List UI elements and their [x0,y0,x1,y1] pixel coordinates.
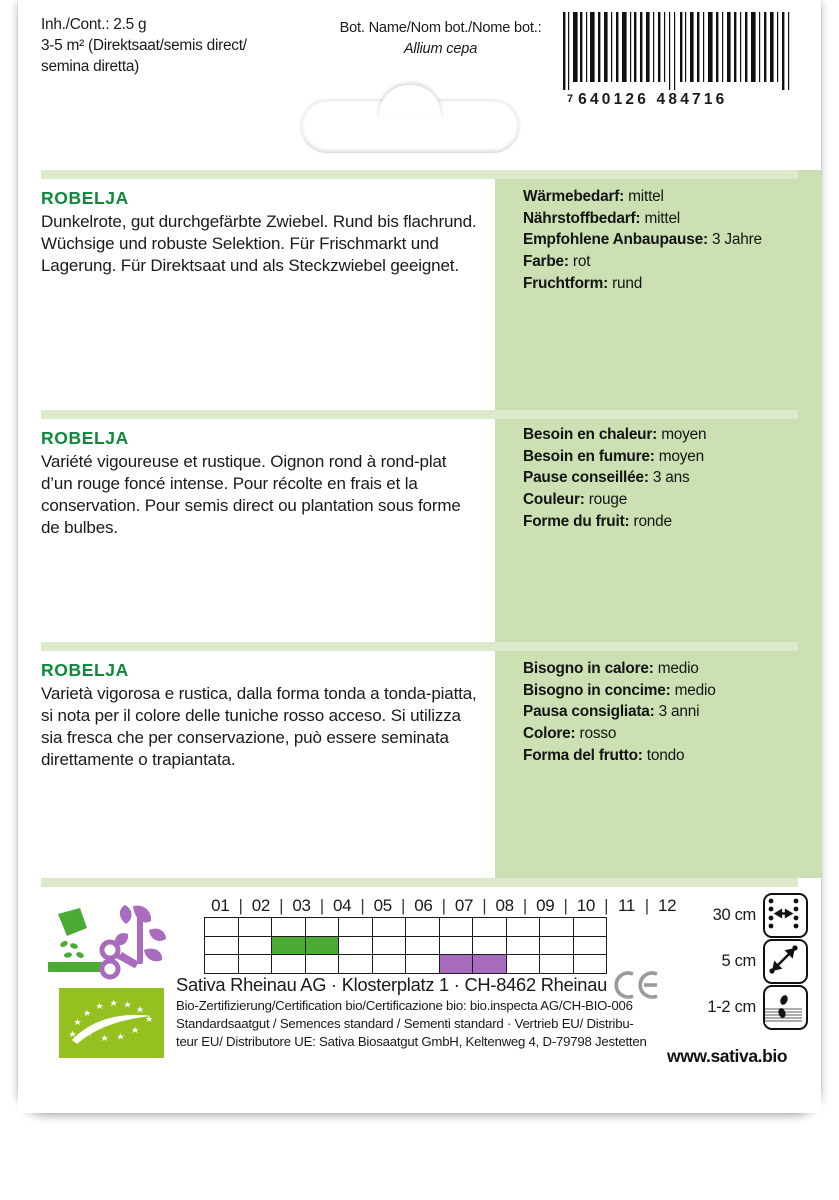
standard-seed-line-2: teur EU/ Distributore UE: Sativa Biosaatgut GmbH, Keltenweg 4, D-79798 Jestetten [176,1033,647,1049]
spacing-specs [673,894,808,1032]
spec-value: moyen [661,426,707,443]
spec-key: Colore: [523,725,576,743]
spec-key: Forma del frutto: [523,746,643,764]
spec-row [523,467,823,489]
month-label: 06 [414,895,433,915]
spec-row [523,208,823,230]
calendar-cell [372,918,406,937]
content-weight: Inh./Cont.: 2.5 g [41,16,147,33]
botanical-block [308,18,573,59]
month-label: 03 [292,895,311,915]
calendar-cell [439,936,473,955]
section-fr [41,428,481,539]
spec-row [523,658,823,680]
calendar-cell [339,918,373,937]
month-label: 11 [617,895,636,915]
website-link[interactable] [667,1046,787,1067]
specs-de [523,186,823,295]
month-divider: | [279,895,284,915]
specs-fr [523,424,823,533]
barcode-number [561,91,803,109]
spacing-row-row-distance [673,894,808,936]
month-divider: | [563,895,568,915]
packet-header [18,0,821,152]
barcode-icon [561,12,799,90]
calendar-table [204,894,683,917]
spec-key: Wärmebedarf: [523,188,625,205]
spec-value: medio [674,681,716,699]
calendar-cell [506,955,540,974]
month-divider: | [522,895,527,915]
month-label: 09 [536,895,555,915]
calendar-cell [238,936,272,955]
spec-row [523,251,823,273]
sowing-harvest-calendar [204,894,683,974]
packet-footer [18,878,821,1113]
month-label: 02 [251,895,271,915]
company-address-block [176,974,656,1050]
description-fr: Variété vigoureuse et rustique. Oignon rond à rond-plat d’un rouge foncé intense. Pour récolte en frais et la conservation. Pour semis direct ou plantation sous forme de bulbes. [41,452,461,538]
month-label: 04 [332,895,352,915]
spec-value: rot [572,253,591,271]
calendar-row-harvest [205,955,607,974]
spec-value: mittel [628,188,664,205]
month-divider: | [604,895,609,915]
calendar-cell [205,918,239,937]
month-label: 07 [454,895,474,915]
calendar-legend-icons [40,900,190,980]
month-divider: | [401,895,406,915]
spec-key: Bisogno in calore: [523,660,654,677]
calendar-cell [238,955,272,974]
separator-footer [41,878,798,887]
month-divider: | [482,895,487,915]
spec-row [523,273,823,295]
month-divider: | [360,895,365,915]
calendar-cell [540,955,574,974]
spec-row [523,511,823,533]
month-label: 12 [657,895,677,915]
calendar-cell-sow [272,936,306,955]
content-area-line1: 3-5 m² (Direktsaat/semis direct/ [41,37,247,55]
spec-key: Empfohlene Anbaupause: [523,231,708,249]
calendar-cell [439,918,473,937]
spec-key: Farbe: [523,253,569,271]
month-divider: | [319,895,324,915]
calendar-cell [372,936,406,955]
calendar-cell [506,936,540,955]
row-distance-icon [763,893,808,938]
month-divider: | [441,895,446,915]
variety-title-it: ROBELJA [41,660,129,680]
spec-value: rosso [579,725,617,743]
spec-row [523,229,823,251]
calendar-cell [573,936,607,955]
spec-value: rund [612,274,643,292]
spec-key: Pausa consigliata: [523,703,655,721]
eu-leaf-icon [59,988,164,1058]
calendar-cell [339,936,373,955]
spec-row [523,701,823,723]
hang-hole [301,101,519,153]
spec-key: Bisogno in concime: [523,681,671,699]
month-divider: | [238,895,243,915]
barcode-lead-digit: 7 [567,93,574,105]
sowing-depth-icon [763,985,808,1030]
barcode-main-digits: 640126 484716 [578,91,728,108]
separator-top [41,170,798,179]
calendar-cell [573,955,607,974]
spacing-label: 1-2 cm [707,997,756,1016]
spec-value: 3 ans [652,469,690,487]
calendar-cell [272,918,306,937]
spacing-label: 5 cm [721,951,756,970]
spec-value: 3 Jahre [711,231,762,249]
ce-mark-icon [611,971,663,1004]
barcode-block [561,12,803,109]
sowing-and-harvest-icons [40,900,190,980]
calendar-cell [506,918,540,937]
section-it [41,660,481,771]
content-area-line2: semina diretta) [41,58,140,76]
spec-row [523,489,823,511]
month-divider: | [644,895,649,915]
calendar-row-sowing [205,936,607,955]
spec-key: Besoin en chaleur: [523,426,658,443]
separator-fr-it [41,642,798,651]
spec-row [523,745,823,767]
calendar-grid [204,917,607,974]
spec-row [523,446,823,468]
plant-distance-icon [763,939,808,984]
botanical-label: Bot. Name/Nom bot./Nome bot.: [339,20,542,36]
description-it: Varietà vigorosa e rustica, dalla forma tonda a tonda-piatta, si nota per il colore delle tuniche rosso acceso. Si utilizza sia fresca che per conservazione, può essere seminata direttamente o trapiantata. [41,684,477,770]
spec-key: Fruchtform: [523,274,609,292]
month-label: 05 [373,895,392,915]
month-label: 08 [495,895,514,915]
spacing-label: 30 cm [712,905,756,924]
spec-value: moyen [658,447,704,465]
spec-value: tondo [646,746,685,764]
content-info [41,14,331,77]
calendar-cell [305,955,339,974]
calendar-cell [205,955,239,974]
standard-seed-line-1: Standardsaatgut / Semences standard / Sementi standard · Vertrieb EU/ Distribu- [176,1015,634,1031]
spec-value: ronde [633,512,672,530]
separator-de-fr [41,410,798,419]
spec-key: Forme du fruit: [523,512,630,530]
harvest-icon [102,905,166,977]
spec-value: 3 anni [658,703,700,721]
calendar-cell-harvest [439,955,473,974]
calendar-cell [540,918,574,937]
spacing-row-sowing-depth [673,986,808,1028]
specs-it [523,658,823,767]
calendar-header-row [204,894,683,917]
certification-line: Bio-Zertifizierung/Certification bio/Certificazione bio: bio.inspecta AG/CH-BIO-006 [176,997,633,1013]
spec-row [523,723,823,745]
spec-value: mittel [644,209,681,227]
spec-key: Besoin en fumure: [523,447,655,465]
variety-title-de: ROBELJA [41,188,129,208]
calendar-cell [406,936,440,955]
company-address: Sativa Rheinau AG · Klosterplatz 1 · CH-8462 Rheinau [176,974,608,995]
calendar-cell-harvest [473,955,507,974]
packet-body [18,152,821,892]
calendar-cell [372,955,406,974]
calendar-cell [339,955,373,974]
calendar-cell [238,918,272,937]
calendar-cell [406,918,440,937]
spec-value: rouge [588,491,628,509]
description-de: Dunkelrote, gut durchgefärbte Zwiebel. Rund bis flachrund. Wüchsige und robuste Selektion. Für Frischmarkt und Lagerung. Für Direktsaat und als Steckzwiebel geeignet. [41,212,477,276]
variety-title-fr: ROBELJA [41,428,129,448]
section-de [41,188,481,277]
spec-row [523,680,823,702]
calendar-cell [406,955,440,974]
spacing-row-plant-distance [673,940,808,982]
calendar-cell [305,918,339,937]
calendar-cell [473,936,507,955]
spec-key: Couleur: [523,491,585,509]
sowing-icon [48,908,102,972]
eu-organic-logo [59,988,164,1058]
spec-value: medio [657,660,699,677]
month-label: 10 [576,895,596,915]
calendar-cell [205,936,239,955]
calendar-cell [573,918,607,937]
calendar-row-empty [205,918,607,937]
spec-row [523,186,823,208]
website-text: www.sativa.bio [667,1046,788,1066]
spec-row [523,424,823,446]
botanical-name: Allium cepa [403,40,478,57]
seed-packet [18,0,821,1113]
month-label: 01 [211,895,230,915]
spec-key: Nährstoffbedarf: [523,209,641,227]
calendar-cell [473,918,507,937]
calendar-cell [540,936,574,955]
spec-key: Pause conseillée: [523,469,649,487]
calendar-cell-sow [305,936,339,955]
calendar-cell [272,955,306,974]
